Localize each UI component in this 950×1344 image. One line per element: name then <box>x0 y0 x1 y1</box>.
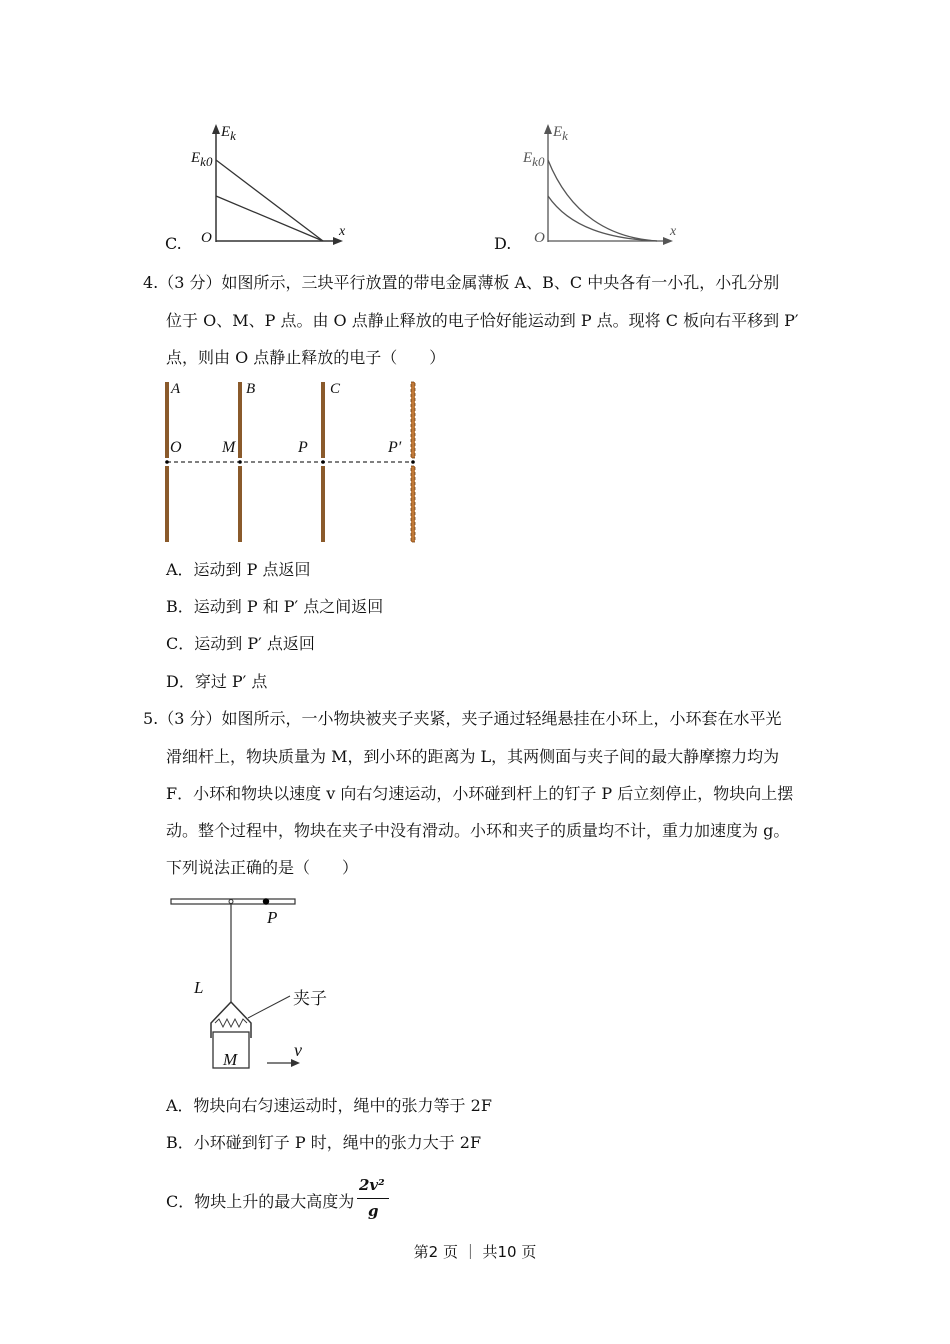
label-plate-c: C <box>330 381 341 397</box>
graph-d-curve-lower <box>548 196 657 241</box>
clip-spring <box>215 1019 247 1027</box>
label-plate-b: B <box>246 381 256 397</box>
fraction-denominator: g <box>368 1202 379 1220</box>
label-point-p: P <box>298 439 308 456</box>
q5-option-b: B．小环碰到钉子 P 时，绳中的张力大于 2F <box>166 1133 482 1152</box>
q5-option-a: A．物块向右匀速运动时，绳中的张力等于 2F <box>166 1096 492 1115</box>
plate-c-moved-lower <box>411 466 415 542</box>
graph-d-x-label: x <box>670 224 677 239</box>
q5-option-c-fraction <box>357 1176 391 1224</box>
plate-c-moved-upper <box>411 382 415 458</box>
label-velocity-v: v <box>294 1040 302 1060</box>
label-clip: 夹子 <box>293 989 327 1009</box>
option-c-label: C. <box>165 234 182 253</box>
page-footer: 第2 页 ｜ 共10 页 <box>413 1243 537 1261</box>
graph-c-y-arrow <box>212 124 220 134</box>
q4-option-d: D．穿过 P′ 点 <box>166 672 268 691</box>
label-point-m: M <box>222 439 236 456</box>
plate-c-lower <box>321 466 325 542</box>
graph-c-ek0-label: $E_{k0}$ <box>191 150 213 169</box>
q4-option-a: A．运动到 P 点返回 <box>166 560 311 579</box>
plate-c-upper <box>321 382 325 458</box>
q4-stem-line-3: 点，则由 O 点静止释放的电子（ ） <box>166 348 446 367</box>
q4-option-c: C．运动到 P′ 点返回 <box>166 634 315 653</box>
q5-stem-line-2: 滑细杆上，物块质量为 M，到小环的距离为 L，其两侧面与夹子间的最大静摩擦力均为 <box>166 747 780 766</box>
plate-a-lower <box>165 466 169 542</box>
q4-stem-line-2: 位于 O、M、P 点。由 O 点静止释放的电子恰好能运动到 P 点。现将 C 板向右平移到 P′ <box>166 311 799 330</box>
q5-stem-line-3: F．小环和物块以速度 v 向右匀速运动，小环碰到杆上的钉子 P 后立刻停止，物块向上摆 <box>166 784 794 803</box>
q5-stem-line-5: 下列说法正确的是（ ） <box>166 858 359 877</box>
option-d-label: D. <box>494 234 512 253</box>
nail-p-dot <box>263 898 269 904</box>
graph-d-y-arrow <box>544 124 552 134</box>
q5-option-c-text: C．物块上升的最大高度为 <box>166 1192 355 1211</box>
graph-d-ek0-label: $E_{k0}$ <box>523 150 545 169</box>
hole-o-dot <box>165 460 169 464</box>
plate-a-upper <box>165 382 169 458</box>
q4-option-b: B．运动到 P 和 P′ 点之间返回 <box>166 597 384 616</box>
graph-c-line-lower <box>216 196 323 241</box>
q5-stem-line-4: 动。整个过程中，物块在夹子中没有滑动。小环和夹子的质量均不计，重力加速度为 g。 <box>166 821 790 840</box>
plate-b-upper <box>238 382 242 458</box>
fraction-bar <box>357 1198 389 1199</box>
graph-c-y-label: $E_k$ <box>221 124 236 143</box>
label-point-o: O <box>170 439 182 456</box>
hole-m-dot <box>238 460 242 464</box>
q5-stem-line-1: 5.（3 分）如图所示，一小物块被夹子夹紧，夹子通过轻绳悬挂在小环上，小环套在水平光 <box>143 709 782 728</box>
graph-c-origin: O <box>201 230 212 246</box>
label-length-l: L <box>194 978 204 997</box>
hole-p-prime-dot <box>411 460 415 464</box>
graph-d-curve-upper <box>548 160 657 241</box>
small-ring <box>229 900 233 904</box>
graph-c-line-upper <box>216 160 323 241</box>
q4-plates-figure <box>160 378 430 548</box>
label-plate-a: A <box>171 381 181 397</box>
fraction-numerator: 2v² <box>359 1176 385 1194</box>
graph-d-origin: O <box>534 230 545 246</box>
q4-stem-line-1: 4.（3 分）如图所示，三块平行放置的带电金属薄板 A、B、C 中央各有一小孔，小孔分别 <box>143 273 780 292</box>
plate-b-lower <box>238 466 242 542</box>
label-nail-p: P <box>267 908 278 927</box>
clip-pointer-line <box>248 996 290 1018</box>
graph-d-y-label: $E_k$ <box>553 124 568 143</box>
q5-option-c <box>166 1192 354 1212</box>
hole-p-dot <box>321 460 325 464</box>
label-point-p-prime: P′ <box>388 439 402 456</box>
label-block-m: M <box>223 1050 238 1069</box>
graph-c-x-label: x <box>339 224 346 239</box>
